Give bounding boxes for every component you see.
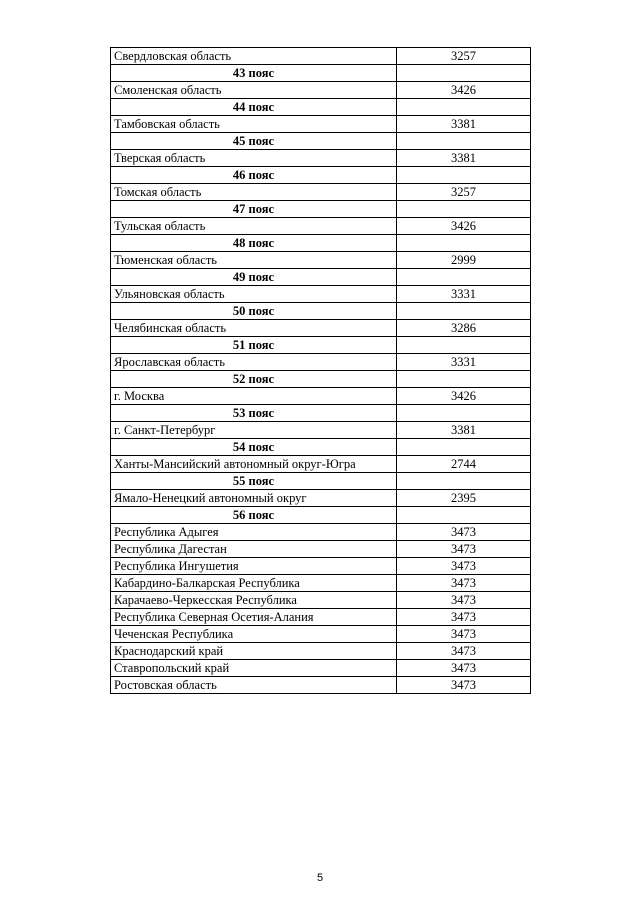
table-row (111, 660, 531, 677)
zone-header-row (111, 337, 531, 354)
region-value: 2395 (397, 490, 531, 507)
zone-label: 52 пояс (111, 371, 397, 388)
zone-value-cell (397, 337, 531, 354)
table-row (111, 592, 531, 609)
zone-value-cell (397, 235, 531, 252)
table-row (111, 354, 531, 371)
region-value: 3381 (397, 150, 531, 167)
zone-header-row (111, 439, 531, 456)
zone-label: 49 пояс (111, 269, 397, 286)
region-name: Чеченская Республика (111, 626, 397, 643)
region-value: 3331 (397, 354, 531, 371)
region-value: 3473 (397, 541, 531, 558)
table-row (111, 558, 531, 575)
zone-header-row (111, 405, 531, 422)
region-value: 3473 (397, 609, 531, 626)
region-name: Ямало-Ненецкий автономный округ (111, 490, 397, 507)
region-value: 3426 (397, 388, 531, 405)
region-name: г. Санкт-Петербург (111, 422, 397, 439)
region-name: Ростовская область (111, 677, 397, 694)
table-row (111, 456, 531, 473)
zone-label: 44 пояс (111, 99, 397, 116)
zone-value-cell (397, 99, 531, 116)
table-row (111, 116, 531, 133)
table-row (111, 677, 531, 694)
zone-label: 56 пояс (111, 507, 397, 524)
region-name: Челябинская область (111, 320, 397, 337)
table-row (111, 575, 531, 592)
table-row (111, 184, 531, 201)
zone-value-cell (397, 439, 531, 456)
region-name: Свердловская область (111, 48, 397, 65)
region-name: г. Москва (111, 388, 397, 405)
table-row (111, 82, 531, 99)
table-row (111, 524, 531, 541)
zone-value-cell (397, 201, 531, 218)
region-value: 3257 (397, 184, 531, 201)
zone-header-row (111, 99, 531, 116)
zone-label: 54 пояс (111, 439, 397, 456)
region-value: 3473 (397, 660, 531, 677)
table-row (111, 286, 531, 303)
zone-label: 51 пояс (111, 337, 397, 354)
zone-label: 47 пояс (111, 201, 397, 218)
region-name: Смоленская область (111, 82, 397, 99)
region-name: Кабардино-Балкарская Республика (111, 575, 397, 592)
table-row (111, 150, 531, 167)
region-name: Карачаево-Черкесская Республика (111, 592, 397, 609)
zone-header-row (111, 269, 531, 286)
region-name: Ярославская область (111, 354, 397, 371)
region-value: 2999 (397, 252, 531, 269)
table-row (111, 643, 531, 660)
region-name: Республика Дагестан (111, 541, 397, 558)
zone-value-cell (397, 133, 531, 150)
zone-header-row (111, 235, 531, 252)
zone-header-row (111, 133, 531, 150)
region-name: Ульяновская область (111, 286, 397, 303)
region-name: Республика Ингушетия (111, 558, 397, 575)
table-row (111, 541, 531, 558)
zone-label: 55 пояс (111, 473, 397, 490)
zone-label: 53 пояс (111, 405, 397, 422)
zone-header-row (111, 65, 531, 82)
table-row (111, 490, 531, 507)
zone-value-cell (397, 167, 531, 184)
table-row (111, 422, 531, 439)
region-value: 3257 (397, 48, 531, 65)
zone-value-cell (397, 65, 531, 82)
table-row (111, 388, 531, 405)
zone-value-cell (397, 303, 531, 320)
region-name: Тверская область (111, 150, 397, 167)
zone-header-row (111, 167, 531, 184)
region-name: Томская область (111, 184, 397, 201)
zone-header-row (111, 507, 531, 524)
region-value: 3381 (397, 422, 531, 439)
region-name: Республика Адыгея (111, 524, 397, 541)
zone-label: 48 пояс (111, 235, 397, 252)
region-value: 3331 (397, 286, 531, 303)
region-value: 3473 (397, 524, 531, 541)
region-value: 3426 (397, 82, 531, 99)
region-value: 3473 (397, 558, 531, 575)
region-value: 3381 (397, 116, 531, 133)
zone-label: 43 пояс (111, 65, 397, 82)
zone-label: 45 пояс (111, 133, 397, 150)
zone-header-row (111, 303, 531, 320)
zone-value-cell (397, 269, 531, 286)
zone-value-cell (397, 405, 531, 422)
region-value: 3473 (397, 626, 531, 643)
region-value: 3473 (397, 643, 531, 660)
region-value: 3426 (397, 218, 531, 235)
table-row (111, 48, 531, 65)
zone-header-row (111, 473, 531, 490)
table-row (111, 218, 531, 235)
zone-label: 46 пояс (111, 167, 397, 184)
zone-value-cell (397, 371, 531, 388)
region-name: Тюменская область (111, 252, 397, 269)
zone-header-row (111, 201, 531, 218)
table-row (111, 320, 531, 337)
table-row (111, 626, 531, 643)
region-value: 3473 (397, 592, 531, 609)
region-value: 3473 (397, 575, 531, 592)
zone-label: 50 пояс (111, 303, 397, 320)
region-value: 2744 (397, 456, 531, 473)
regions-table (110, 47, 531, 694)
page-number: 5 (316, 872, 324, 884)
table-row (111, 252, 531, 269)
regions-table-body (111, 48, 531, 694)
table-row (111, 609, 531, 626)
region-value: 3286 (397, 320, 531, 337)
region-name: Ставропольский край (111, 660, 397, 677)
zone-header-row (111, 371, 531, 388)
region-name: Тамбовская область (111, 116, 397, 133)
region-name: Тульская область (111, 218, 397, 235)
region-value: 3473 (397, 677, 531, 694)
zone-value-cell (397, 473, 531, 490)
region-name: Республика Северная Осетия-Алания (111, 609, 397, 626)
region-name: Ханты-Мансийский автономный округ-Югра (111, 456, 397, 473)
region-name: Краснодарский край (111, 643, 397, 660)
zone-value-cell (397, 507, 531, 524)
